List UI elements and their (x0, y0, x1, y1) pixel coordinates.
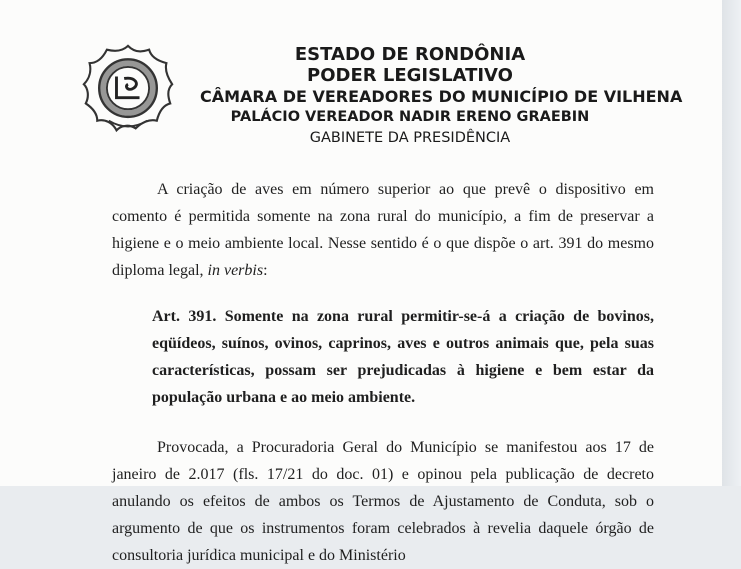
header-state: ESTADO DE RONDÔNIA (294, 44, 526, 65)
document-header (200, 44, 683, 149)
paragraph-1-text: A criação de aves em número superior ao que prevê o dispositivo em comento é permitida somente na zona rural do município, a fim de preservar a higiene e o meio ambiente local. Nesse sentido é o que dispõe o art. 391 do mesmo diploma legal, (112, 181, 654, 279)
paragraph-1-italic: in verbis (207, 262, 264, 279)
viewer-edge (722, 0, 741, 486)
paragraph-1 (112, 176, 654, 284)
header-power: PODER LEGISLATIVO (307, 65, 513, 86)
legal-quote: Art. 391. Somente na zona rural permitir-se-á a criação de bovinos, eqüídeos, suínos, ovinos, caprinos, aves e outros animais que, pela suas características, possam ser prejudicadas à higiene e bem estar da população urbana e ao meio ambiente. (152, 308, 654, 406)
document-body (112, 176, 654, 569)
paragraph-1-tail: : (263, 262, 268, 279)
header-office: GABINETE DA PRESIDÊNCIA (309, 130, 511, 146)
paragraph-2: Provocada, a Procuradoria Geral do Município se manifestou aos 17 de janeiro de 2.017 (fls. 17/21 do doc. 01) e opinou pela publicação de decreto anulando os efeitos de ambos os Termos de Ajustamento de Conduta, sob o argumento de que os instrumentos foram celebrados à revelia daquele órgão de consultoria jurídica municipal e do Ministério (112, 439, 654, 564)
header-chamber: CÂMARA DE VEREADORES DO MUNICÍPIO DE VILHENA (200, 87, 683, 106)
municipal-seal-icon (80, 42, 176, 138)
header-palace: PALÁCIO VEREADOR NADIR ERENO GRAEBIN (230, 109, 590, 125)
